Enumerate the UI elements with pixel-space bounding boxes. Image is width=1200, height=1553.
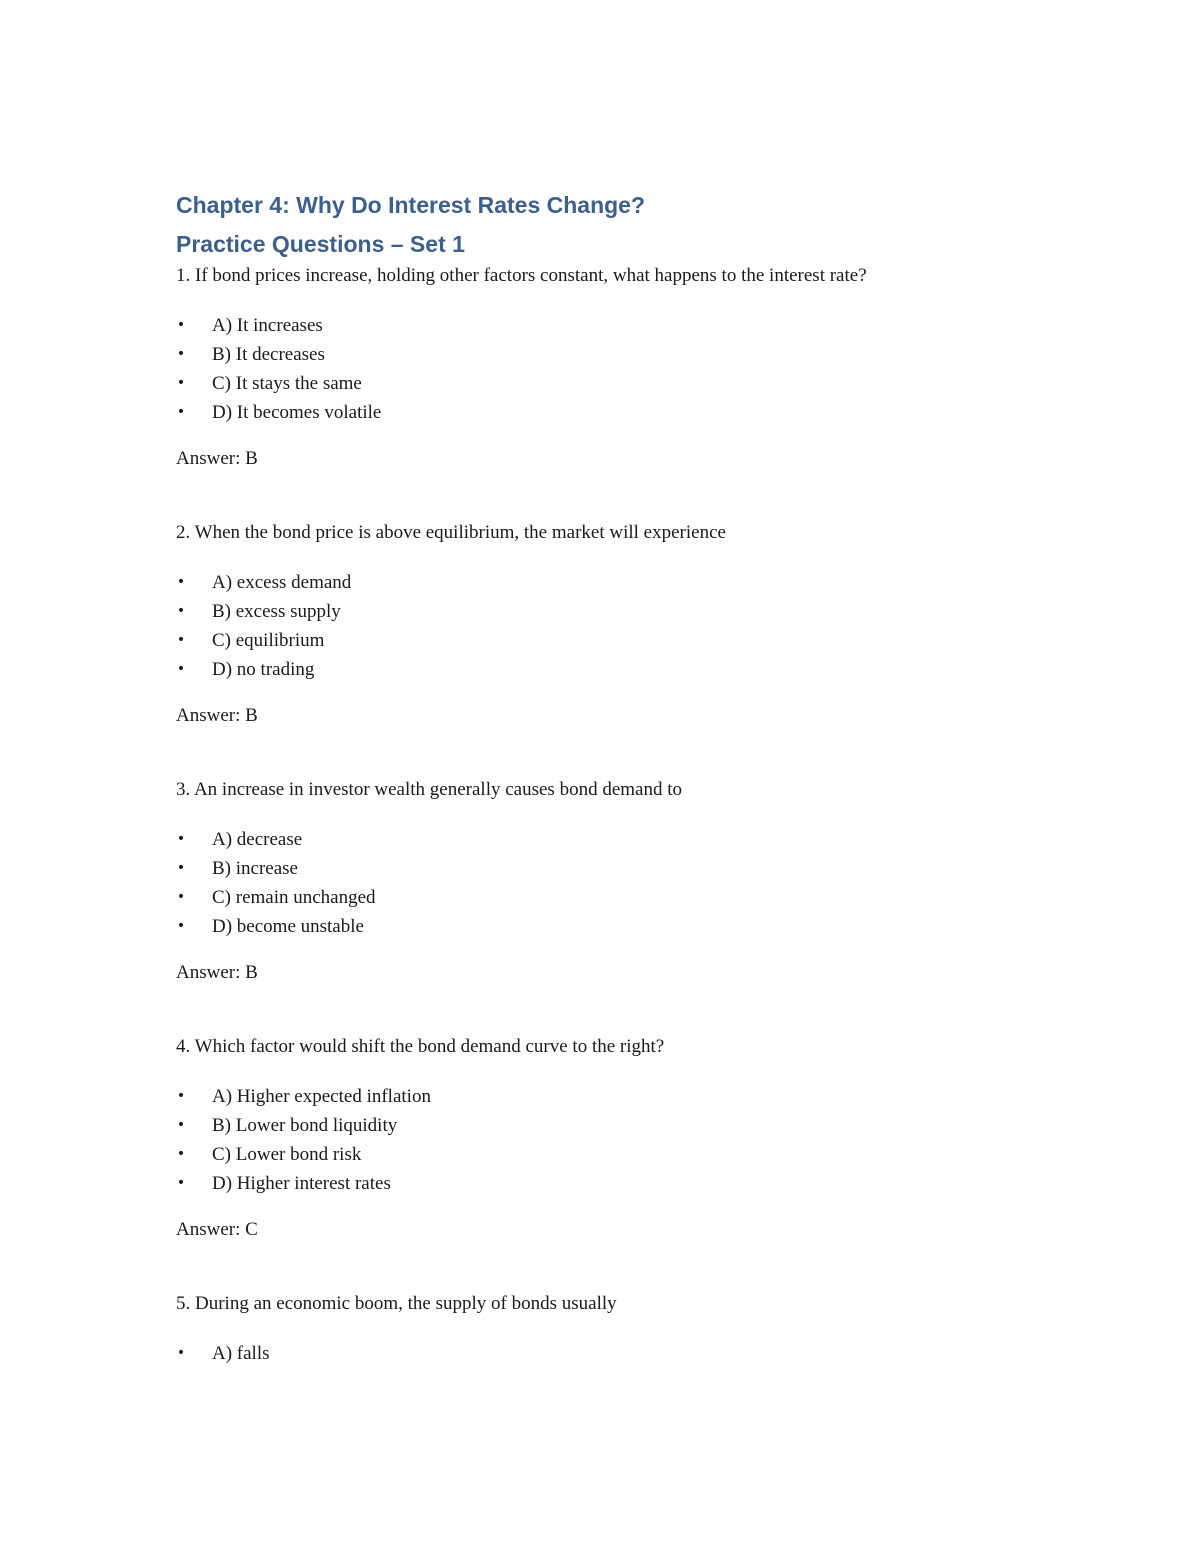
option-list — [176, 1082, 1076, 1198]
option-item — [176, 1111, 1076, 1140]
page-title: Chapter 4: Why Do Interest Rates Change? — [176, 192, 646, 218]
bullet-icon: • — [176, 918, 186, 934]
bullet-icon: • — [176, 603, 186, 619]
option-label: B) Lower bond liquidity — [212, 1115, 398, 1136]
option-label: C) equilibrium — [212, 630, 325, 651]
option-label: A) excess demand — [212, 572, 352, 593]
option-list — [176, 1339, 1076, 1368]
option-label: D) no trading — [212, 659, 315, 680]
bullet-icon: • — [176, 1117, 186, 1133]
option-item — [176, 1339, 1076, 1368]
bullet-icon: • — [176, 1146, 186, 1162]
option-label: B) It decreases — [212, 344, 325, 365]
option-item — [176, 369, 1076, 398]
option-item — [176, 340, 1076, 369]
option-item — [176, 854, 1076, 883]
answer-text: Answer: B — [176, 448, 258, 469]
bullet-icon: • — [176, 1088, 186, 1104]
bullet-icon: • — [176, 860, 186, 876]
option-item — [176, 1082, 1076, 1111]
option-item — [176, 311, 1076, 340]
question-3 — [176, 778, 1076, 985]
option-item — [176, 568, 1076, 597]
bullet-icon: • — [176, 375, 186, 391]
document-page — [176, 190, 1076, 1418]
option-item — [176, 1169, 1076, 1198]
option-label: B) increase — [212, 858, 298, 879]
option-label: D) Higher interest rates — [212, 1173, 391, 1194]
option-item — [176, 655, 1076, 684]
option-label: A) Higher expected inflation — [212, 1086, 431, 1107]
option-label: C) Lower bond risk — [212, 1144, 362, 1165]
answer-text: Answer: B — [176, 962, 258, 983]
option-item — [176, 883, 1076, 912]
bullet-icon: • — [176, 404, 186, 420]
bullet-icon: • — [176, 574, 186, 590]
option-item — [176, 398, 1076, 427]
bullet-icon: • — [176, 1175, 186, 1191]
option-list — [176, 825, 1076, 941]
question-text: 3. An increase in investor wealth generally causes bond demand to — [176, 779, 682, 800]
option-label: D) It becomes volatile — [212, 402, 382, 423]
bullet-icon: • — [176, 889, 186, 905]
answer-text: Answer: B — [176, 705, 258, 726]
option-label: C) It stays the same — [212, 373, 362, 394]
option-label: A) falls — [212, 1343, 270, 1364]
page-subtitle: Practice Questions – Set 1 — [176, 231, 465, 257]
question-text: 5. During an economic boom, the supply of bonds usually — [176, 1293, 617, 1314]
option-label: C) remain unchanged — [212, 887, 376, 908]
bullet-icon: • — [176, 661, 186, 677]
question-text: 2. When the bond price is above equilibrium, the market will experience — [176, 522, 726, 543]
option-label: A) It increases — [212, 315, 323, 336]
bullet-icon: • — [176, 346, 186, 362]
question-text: 4. Which factor would shift the bond demand curve to the right? — [176, 1036, 665, 1057]
option-list — [176, 311, 1076, 427]
option-item — [176, 912, 1076, 941]
option-label: D) become unstable — [212, 916, 364, 937]
question-text: 1. If bond prices increase, holding other factors constant, what happens to the interest rate? — [176, 265, 867, 286]
option-label: A) decrease — [212, 829, 303, 850]
option-item — [176, 825, 1076, 854]
bullet-icon: • — [176, 831, 186, 847]
option-label: B) excess supply — [212, 601, 341, 622]
option-item — [176, 626, 1076, 655]
question-1 — [176, 264, 1076, 471]
option-list — [176, 568, 1076, 684]
option-item — [176, 597, 1076, 626]
question-4 — [176, 1035, 1076, 1242]
answer-text: Answer: C — [176, 1219, 258, 1240]
question-5 — [176, 1292, 1076, 1368]
bullet-icon: • — [176, 1345, 186, 1361]
option-item — [176, 1140, 1076, 1169]
bullet-icon: • — [176, 317, 186, 333]
bullet-icon: • — [176, 632, 186, 648]
question-2 — [176, 521, 1076, 728]
